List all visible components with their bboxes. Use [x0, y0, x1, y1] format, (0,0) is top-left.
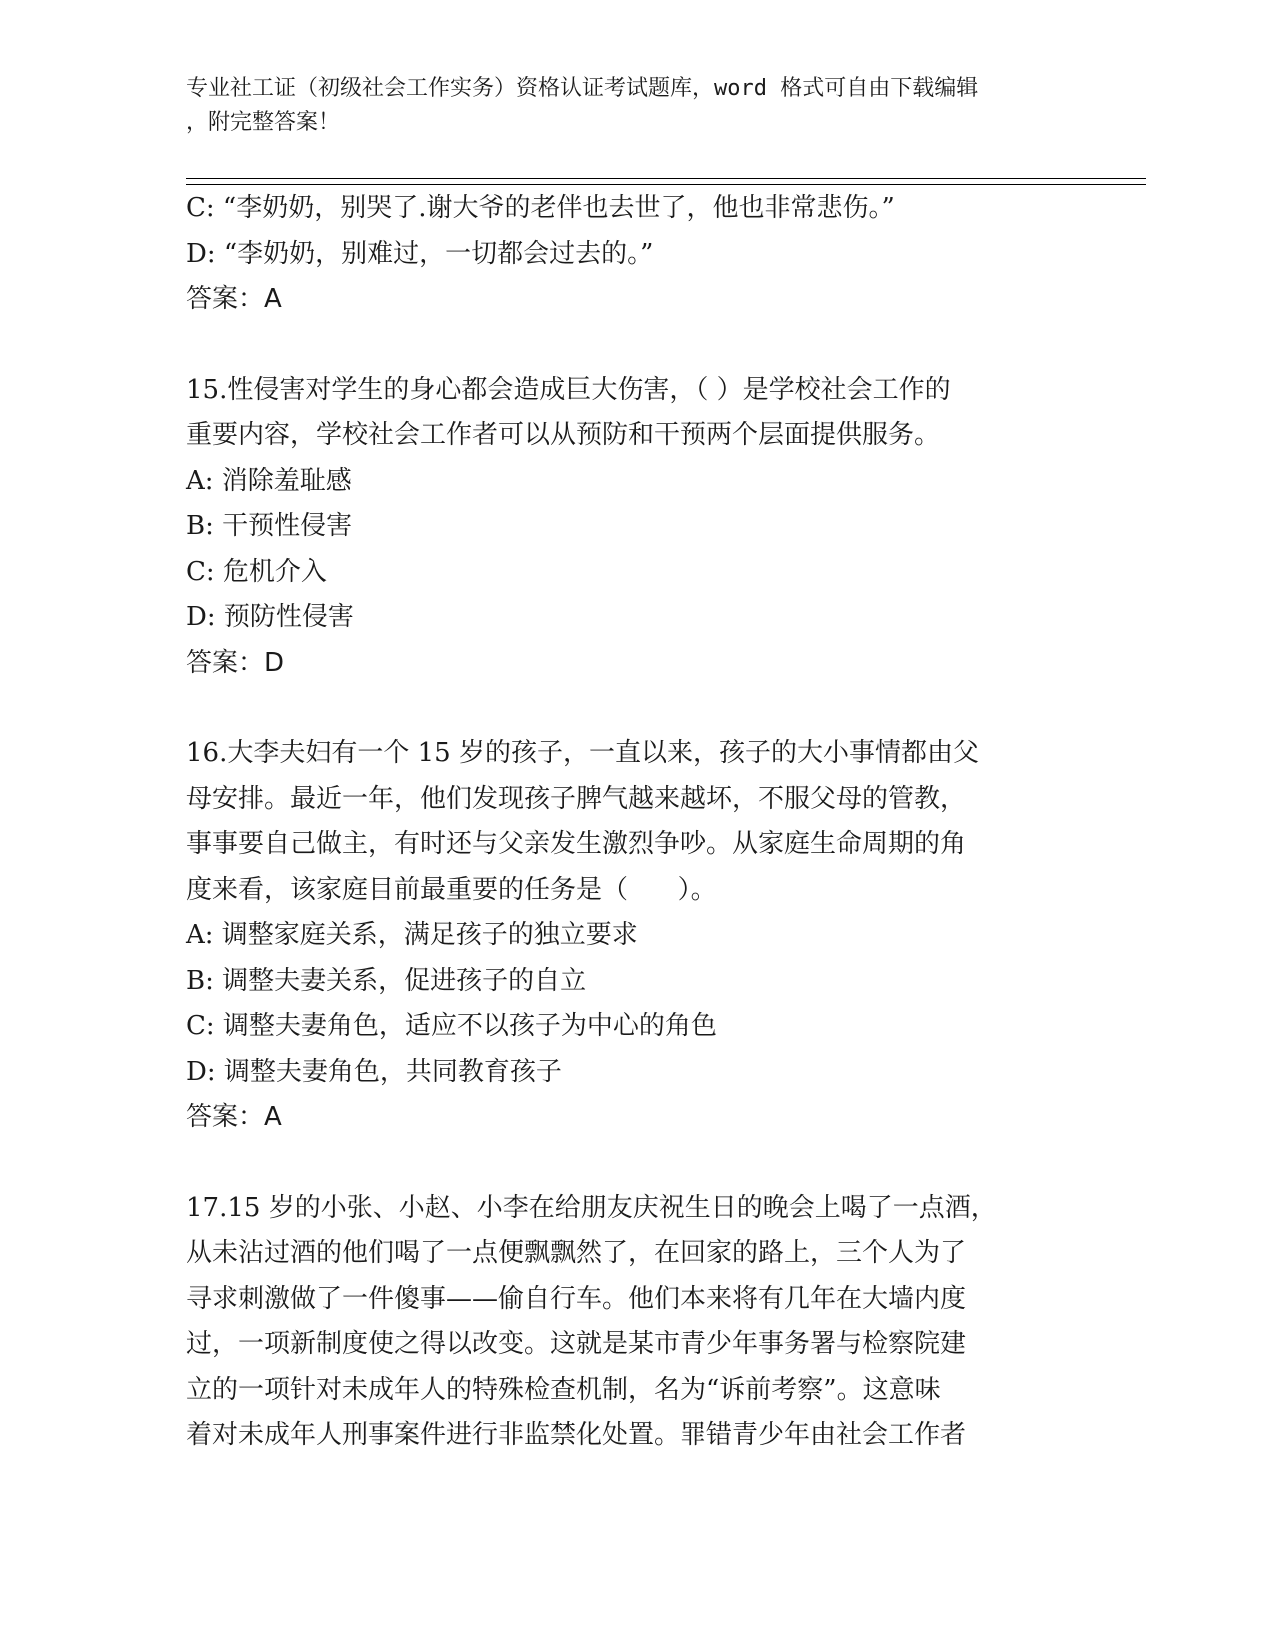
question-stem: 立的一项针对未成年人的特殊检查机制，名为“诉前考察”。这意味 [186, 1374, 941, 1405]
question-stem: 17.15 岁的小张、小赵、小李在给朋友庆祝生日的晚会上喝了一点酒， [186, 1192, 997, 1223]
answer: 答案：A [186, 284, 282, 314]
option-c: C: “李奶奶，别哭了.谢大爷的老伴也去世了，他也非常悲伤。” [186, 193, 895, 223]
question-stem: 16.大李夫妇有一个 15 岁的孩子，一直以来，孩子的大小事情都由父 [186, 738, 979, 768]
answer: 答案：D [186, 647, 285, 678]
question-stem: 从未沾过酒的他们喝了一点便飘飘然了，在回家的路上，三个人为了 [186, 1238, 967, 1268]
question-stem: 事事要自己做主，有时还与父亲发生激烈争吵。从家庭生命周期的角 [186, 829, 967, 859]
question-stem: 度来看，该家庭目前最重要的任务是（ ）。 [186, 874, 717, 905]
option-c: C: 危机介入 [186, 556, 327, 587]
option-d: D: “李奶奶，别难过，一切都会过去的。” [186, 238, 654, 269]
header-line-1: 专业社工证（初级社会工作实务）资格认证考试题库，word 格式可自由下载编辑 [186, 76, 979, 101]
option-c: C: 调整夫妻角色，适应不以孩子为中心的角色 [186, 1011, 717, 1041]
option-a: A: 调整家庭关系，满足孩子的独立要求 [186, 920, 638, 950]
question-stem: 15.性侵害对学生的身心都会造成巨大伤害，（ ）是学校社会工作的 [186, 374, 951, 405]
page-header [186, 72, 1066, 140]
question-stem: 母安排。最近一年，他们发现孩子脾气越来越坏，不服父母的管教， [186, 783, 967, 814]
question-content [186, 186, 1086, 1459]
header-rule-top [186, 178, 1146, 179]
answer: 答案：A [186, 1102, 282, 1132]
question-14 [186, 186, 1086, 323]
option-d: D: 预防性侵害 [186, 602, 354, 632]
question-15 [186, 368, 1086, 687]
option-b: B: 调整夫妻关系，促进孩子的自立 [186, 965, 587, 996]
question-stem: 过，一项新制度使之得以改变。这就是某市青少年事务署与检察院建 [186, 1329, 967, 1359]
question-stem: 着对未成年人刑事案件进行非监禁化处置。罪错青少年由社会工作者 [186, 1420, 967, 1450]
header-rule-bottom [186, 184, 1146, 185]
header-line-2: ，附完整答案！ [186, 110, 341, 135]
question-16 [186, 731, 1086, 1141]
question-17 [186, 1186, 1086, 1459]
option-d: D: 调整夫妻角色，共同教育孩子 [186, 1056, 562, 1087]
option-a: A: 消除羞耻感 [186, 465, 352, 496]
option-b: B: 干预性侵害 [186, 511, 353, 541]
question-stem: 重要内容，学校社会工作者可以从预防和干预两个层面提供服务。 [186, 420, 941, 450]
question-stem: 寻求刺激做了一件傻事——偷自行车。他们本来将有几年在大墙内度 [186, 1283, 967, 1314]
